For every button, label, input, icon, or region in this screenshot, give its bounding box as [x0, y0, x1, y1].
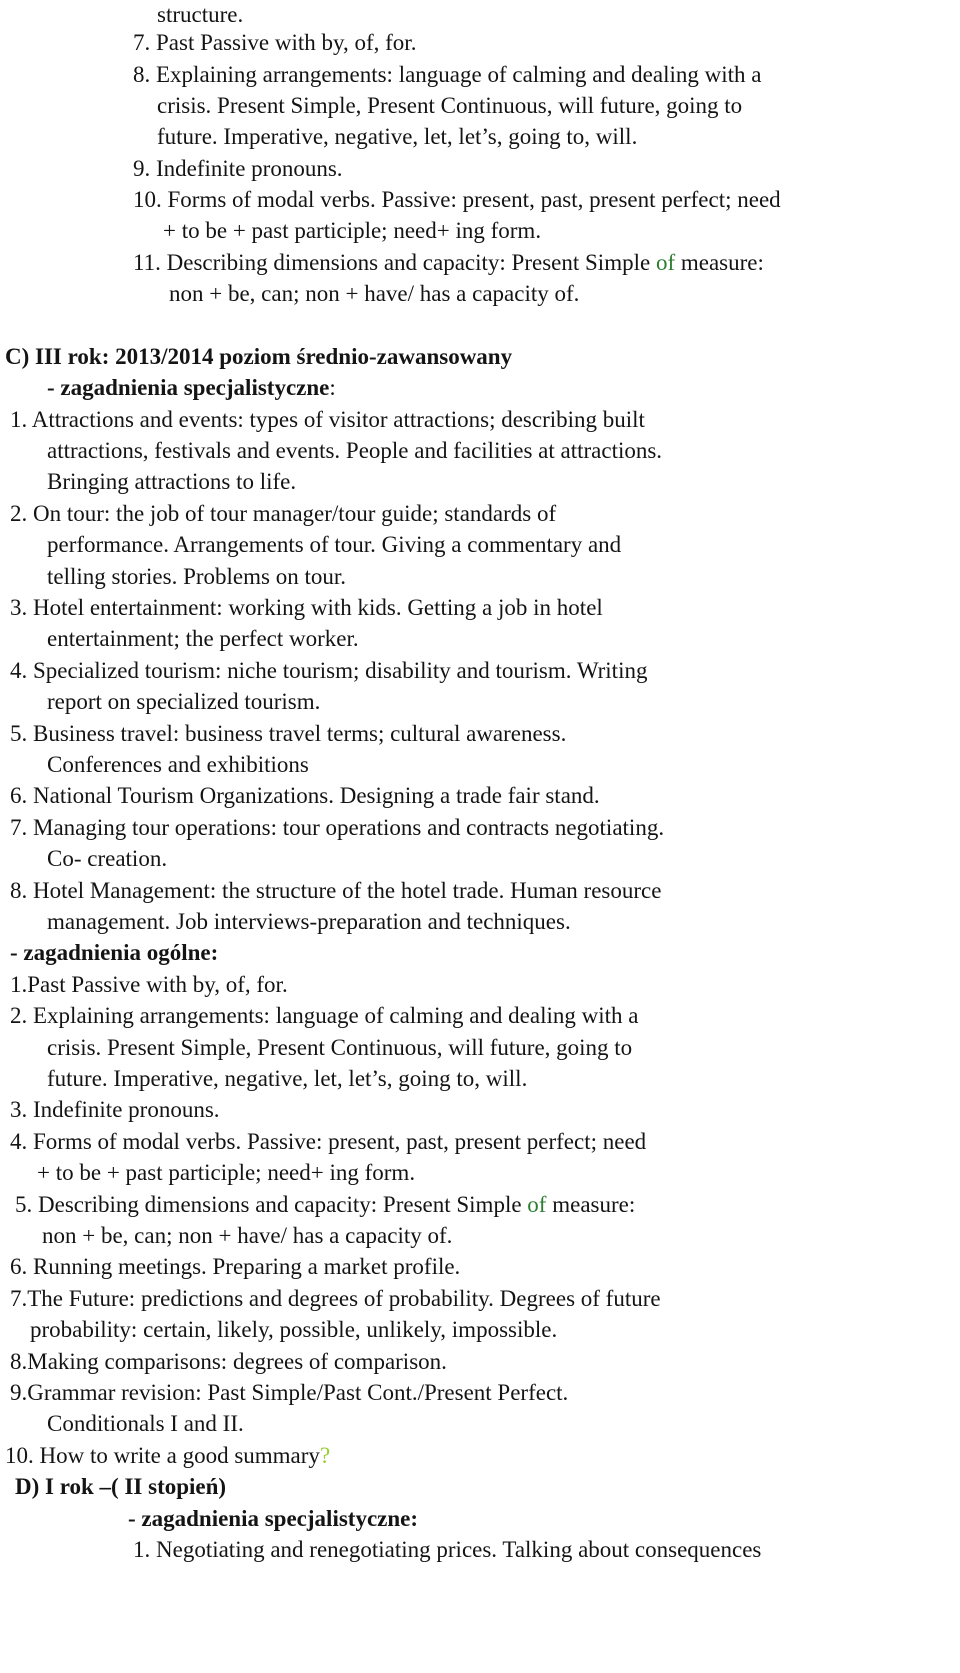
list-item: report on specialized tourism. — [47, 689, 321, 714]
subsection-heading — [47, 373, 336, 403]
list-item: Co- creation. — [47, 846, 168, 871]
list-item: 7. Managing tour operations: tour operations and contracts negotiating. — [10, 815, 665, 840]
list-item: 7.The Future: predictions and degrees of probability. Degrees of future — [10, 1286, 661, 1311]
subsection-heading-text: - zagadnienia specjalistyczne — [47, 375, 330, 400]
highlight-word: of — [527, 1192, 547, 1217]
subsection-heading: - zagadnienia ogólne: — [10, 940, 219, 965]
list-item: non + be, can; non + have/ has a capacity of. — [42, 1223, 453, 1248]
list-item: 10. Forms of modal verbs. Passive: present, past, present perfect; need — [133, 187, 781, 212]
list-item: 3. Hotel entertainment: working with kids. Getting a job in hotel — [10, 595, 603, 620]
list-item-text: measure: — [546, 1192, 636, 1217]
list-item: crisis. Present Simple, Present Continuous, will future, going to — [157, 93, 743, 118]
list-item: 2. Explaining arrangements: language of calming and dealing with a — [10, 1003, 639, 1028]
list-item: 6. Running meetings. Preparing a market profile. — [10, 1254, 461, 1279]
list-item: non + be, can; non + have/ has a capacity of. — [169, 281, 580, 306]
list-item: Bringing attractions to life. — [47, 469, 297, 494]
list-item: future. Imperative, negative, let, let’s, going to, will. — [47, 1066, 528, 1091]
list-item: attractions, festivals and events. People and facilities at attractions. — [47, 438, 663, 463]
subsection-heading: - zagadnienia specjalistyczne: — [128, 1506, 419, 1531]
list-item: Conditionals I and II. — [47, 1411, 244, 1436]
list-item: management. Job interviews-preparation and techniques. — [47, 909, 571, 934]
list-item-text: 11. Describing dimensions and capacity: Present Simple — [133, 250, 656, 275]
list-item-text: 5. Describing dimensions and capacity: Present Simple — [15, 1192, 528, 1217]
list-item: 8.Making comparisons: degrees of comparison. — [10, 1349, 447, 1374]
list-item: 6. National Tourism Organizations. Designing a trade fair stand. — [10, 783, 600, 808]
list-item — [15, 1190, 635, 1220]
list-item: 4. Forms of modal verbs. Passive: present, past, present perfect; need — [10, 1129, 647, 1154]
list-item — [133, 248, 764, 278]
list-item: 8. Explaining arrangements: language of calming and dealing with a — [133, 62, 762, 87]
list-item: 3. Indefinite pronouns. — [10, 1097, 220, 1122]
list-item: 4. Specialized tourism: niche tourism; disability and tourism. Writing — [10, 658, 648, 683]
highlight-mark: ? — [319, 1443, 331, 1468]
list-item: 7. Past Passive with by, of, for. — [133, 30, 417, 55]
list-item — [5, 1441, 330, 1471]
section-heading: D) I rok –( II stopień) — [15, 1474, 227, 1499]
list-item-text: measure: — [675, 250, 764, 275]
list-item: 1. Attractions and events: types of visitor attractions; describing built — [10, 407, 645, 432]
list-item: + to be + past participle; need+ ing form. — [163, 218, 542, 243]
list-item: 1.Past Passive with by, of, for. — [10, 972, 288, 997]
list-item: Conferences and exhibitions — [47, 752, 309, 777]
list-item: + to be + past participle; need+ ing form. — [37, 1160, 416, 1185]
list-item: future. Imperative, negative, let, let’s, going to, will. — [157, 124, 638, 149]
list-item: crisis. Present Simple, Present Continuous, will future, going to — [47, 1035, 633, 1060]
section-heading: C) III rok: 2013/2014 poziom średnio-zawansowany — [5, 344, 513, 369]
list-item: 8. Hotel Management: the structure of the hotel trade. Human resource — [10, 878, 662, 903]
list-item: 1. Negotiating and renegotiating prices. Talking about consequences — [133, 1537, 762, 1562]
list-item: 9. Indefinite pronouns. — [133, 156, 343, 181]
list-item-text: 10. How to write a good summary — [5, 1443, 320, 1468]
list-item: telling stories. Problems on tour. — [47, 564, 346, 589]
list-item: entertainment; the perfect worker. — [47, 626, 359, 651]
list-item: probability: certain, likely, possible, unlikely, impossible. — [30, 1317, 558, 1342]
highlight-word: of — [655, 250, 676, 275]
list-item: performance. Arrangements of tour. Giving a commentary and — [47, 532, 622, 557]
subsection-heading-colon: : — [329, 375, 336, 400]
list-item: 5. Business travel: business travel terms; cultural awareness. — [10, 721, 567, 746]
list-item: 9.Grammar revision: Past Simple/Past Cont./Present Perfect. — [10, 1380, 569, 1405]
list-item: structure. — [157, 2, 244, 27]
list-item: 2. On tour: the job of tour manager/tour guide; standards of — [10, 501, 557, 526]
